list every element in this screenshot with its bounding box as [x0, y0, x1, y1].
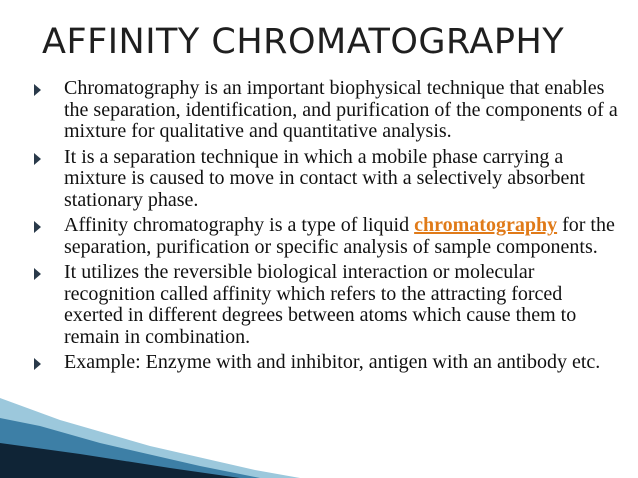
bullet-text: It utilizes the reversible biological interaction or molecular recognition called affinity which refers to the attracting forced exerted in different degrees between atoms which cause them to remain in combination.: [64, 261, 577, 348]
bullet-text: [64, 215, 620, 258]
bullet-text: Chromatography is an important biophysical technique that enables the separation, identification, and purification of the components of a mixture for qualitative and quantitative analysis.: [64, 77, 618, 142]
bullet-text: It is a separation technique in which a mobile phase carrying a mixture is caused to move in contact with a selectively absorbent stationary phase.: [64, 145, 585, 211]
bullet-text-post: for the separation, purification or specific analysis of sample components.: [64, 214, 615, 258]
bullet-item: [30, 78, 620, 143]
chromatography-link[interactable]: chromatography: [414, 214, 558, 236]
bullet-text: Example: Enzyme with and inhibitor, antigen with an antibody etc.: [64, 351, 601, 373]
bullet-item: [30, 215, 620, 258]
triangle-bullet-icon: [34, 358, 41, 370]
triangle-bullet-icon: [34, 153, 41, 165]
triangle-bullet-icon: [34, 268, 41, 280]
decorative-swoosh: [0, 388, 300, 478]
bullet-item: [30, 352, 620, 374]
triangle-bullet-icon: [34, 84, 41, 96]
bullet-list: [30, 78, 620, 378]
bullet-item: [30, 147, 620, 212]
bullet-item: [30, 262, 620, 348]
triangle-bullet-icon: [34, 221, 41, 233]
slide-title: AFFINITY CHROMATOGRAPHY: [42, 22, 565, 62]
bullet-text-pre: Affinity chromatography is a type of liquid: [64, 214, 415, 236]
